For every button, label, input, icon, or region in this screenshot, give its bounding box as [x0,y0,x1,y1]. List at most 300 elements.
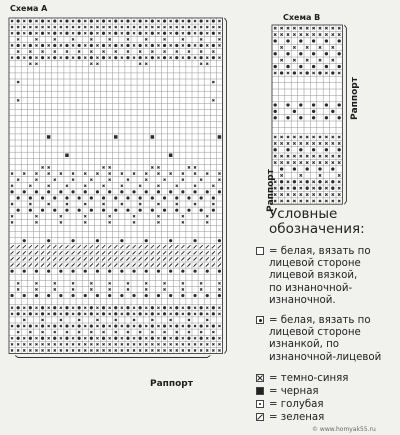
scheme-a-grid [9,18,223,354]
purl-stitch [163,56,166,59]
legend-item [256,399,398,412]
purl-stitch [139,306,142,309]
purl-stitch [53,324,56,327]
purl-stitch [108,190,111,193]
purl-stitch [71,239,74,242]
purl-stitch [318,167,321,170]
dot-square-icon [256,316,264,324]
purl-stitch [102,337,105,340]
purl-stitch [114,209,117,212]
purl-stitch [114,337,117,340]
purl-stitch [114,56,117,59]
purl-stitch [286,65,289,68]
purl-stitch [59,294,62,297]
purl-stitch [29,324,32,327]
purl-stitch [175,209,178,212]
purl-stitch [17,19,20,22]
purl-stitch [102,209,105,212]
purl-stitch [306,167,309,170]
purl-stitch [17,337,20,340]
purl-stitch [78,337,81,340]
purl-stitch [338,116,341,119]
purl-stitch [325,39,328,42]
legend-text: изнаночной-лицевой [269,351,382,363]
purl-stitch [175,32,178,35]
purl-stitch [280,71,283,74]
purl-stitch [139,19,142,22]
purl-stitch [218,294,221,297]
rapport-bracket-b-vertical [344,25,346,204]
rapport-bracket-a-horizontal [15,356,210,358]
purl-stitch [132,190,135,193]
purl-stitch [175,56,178,59]
purl-stitch [29,337,32,340]
purl-stitch [338,39,341,42]
purl-stitch [126,56,129,59]
purl-stitch [163,209,166,212]
purl-stitch [41,312,44,315]
purl-stitch [299,116,302,119]
purl-stitch [114,312,117,315]
purl-stitch [299,103,302,106]
purl-stitch [200,32,203,35]
legend-heading [269,207,365,237]
purl-stitch [145,270,148,273]
purl-stitch [47,239,50,242]
purl-stitch [193,239,196,242]
rapport-label-a-vertical: Раппорт [266,169,276,212]
purl-stitch [41,196,44,199]
purl-stitch [65,19,68,22]
purl-stitch [338,148,341,151]
purl-stitch [17,56,20,59]
purl-stitch [102,306,105,309]
purl-stitch [90,32,93,35]
purl-stitch [65,337,68,340]
purl-stitch [114,19,117,22]
purl-stitch [212,337,215,340]
legend-text: = белая, вязать по [269,315,371,326]
purl-stitch [312,110,315,113]
purl-stitch [325,65,328,68]
scheme-a-title: Схема А [10,4,48,13]
purl-stitch [293,71,296,74]
purl-stitch [299,65,302,68]
purl-stitch [212,324,215,327]
purl-stitch [338,52,341,55]
purl-stitch [187,324,190,327]
purl-stitch [331,167,334,170]
purl-stitch [78,196,81,199]
purl-stitch [169,239,172,242]
purl-stitch [325,103,328,106]
purl-stitch [90,56,93,59]
purl-stitch [139,44,142,47]
purl-stitch [163,196,166,199]
purl-stitch [312,116,315,119]
purl-stitch [331,187,334,190]
purl-stitch [90,306,93,309]
purl-stitch [151,19,154,22]
purl-stitch [151,196,154,199]
purl-stitch [35,190,38,193]
purl-stitch [200,337,203,340]
purl-stitch [120,270,123,273]
purl-stitch [71,270,74,273]
purl-stitch [47,270,50,273]
purl-stitch [90,19,93,22]
purl-stitch [132,294,135,297]
watermark: © www.homyak55.ru [312,426,376,433]
legend-item [256,386,398,399]
purl-stitch [29,306,32,309]
purl-stitch [145,239,148,242]
filled-square-icon [256,387,264,395]
purl-stitch [90,324,93,327]
purl-stitch [23,239,26,242]
purl-stitch [212,32,215,35]
purl-stitch [169,294,172,297]
purl-stitch [145,294,148,297]
purl-stitch [212,306,215,309]
purl-stitch [102,19,105,22]
purl-stitch [212,196,215,199]
purl-stitch [312,103,315,106]
purl-stitch [200,56,203,59]
purl-stitch [274,110,277,113]
purl-stitch [53,209,56,212]
purl-stitch [139,324,142,327]
purl-stitch [325,116,328,119]
purl-stitch [53,337,56,340]
legend-text: = темно-синяя [269,373,349,384]
purl-stitch [102,44,105,47]
purl-stitch [163,44,166,47]
purl-stitch [151,32,154,35]
purl-stitch [53,44,56,47]
purl-stitch [181,190,184,193]
legend-text: = черная [269,386,319,397]
purl-stitch [293,180,296,183]
purl-stitch [65,312,68,315]
purl-stitch [286,39,289,42]
purl-stitch [65,56,68,59]
purl-stitch [187,312,190,315]
purl-stitch [169,270,172,273]
rapport-bracket-a-vertical [225,18,227,354]
purl-stitch [312,39,315,42]
purl-stitch [206,270,209,273]
purl-stitch [41,19,44,22]
purl-stitch [200,209,203,212]
purl-stitch [78,306,81,309]
purl-stitch [96,190,99,193]
purl-stitch [65,209,68,212]
purl-stitch [187,209,190,212]
purl-stitch [299,39,302,42]
purl-stitch [331,110,334,113]
purl-stitch [120,190,123,193]
purl-stitch [331,180,334,183]
purl-stitch [120,239,123,242]
purl-stitch [181,294,184,297]
purl-stitch [114,32,117,35]
purl-stitch [78,312,81,315]
purl-stitch [126,312,129,315]
purl-stitch [312,65,315,68]
purl-stitch [145,190,148,193]
legend-text: лицевой вязкой, [269,270,358,282]
purl-stitch [274,148,277,151]
purl-stitch [96,239,99,242]
empty-square-icon [256,247,264,255]
purl-stitch [126,209,129,212]
purl-stitch [78,32,81,35]
black-stitch [151,135,155,139]
purl-stitch [200,44,203,47]
purl-stitch [187,196,190,199]
purl-stitch [90,337,93,340]
purl-stitch [163,312,166,315]
purl-stitch [78,44,81,47]
purl-stitch [71,190,74,193]
purl-stitch [175,324,178,327]
purl-stitch [84,270,87,273]
purl-stitch [157,270,160,273]
purl-stitch [206,294,209,297]
legend-heading-line-1: Условные [269,206,338,222]
black-stitch [47,135,51,139]
purl-stitch [151,209,154,212]
purl-stitch [114,324,117,327]
purl-stitch [102,56,105,59]
purl-stitch [151,56,154,59]
scheme-b-title: Схема В [283,13,321,22]
purl-stitch [65,196,68,199]
purl-stitch [132,270,135,273]
purl-stitch [163,324,166,327]
purl-stitch [78,324,81,327]
purl-stitch [108,270,111,273]
purl-stitch [212,209,215,212]
purl-stitch [96,270,99,273]
purl-stitch [35,270,38,273]
purl-stitch [293,167,296,170]
purl-stitch [90,196,93,199]
purl-stitch [163,32,166,35]
purl-stitch [126,324,129,327]
purl-stitch [41,306,44,309]
purl-stitch [78,56,81,59]
purl-stitch [139,196,142,199]
purl-stitch [29,44,32,47]
purl-stitch [84,294,87,297]
purl-stitch [218,190,221,193]
purl-stitch [274,52,277,55]
purl-stitch [299,52,302,55]
purl-stitch [151,312,154,315]
purl-stitch [169,190,172,193]
purl-stitch [90,209,93,212]
purl-stitch [306,71,309,74]
purl-stitch [163,19,166,22]
small-dot-square-icon [256,400,264,408]
purl-stitch [10,190,13,193]
purl-stitch [325,148,328,151]
legend [256,246,398,425]
rapport-label-b-vertical: Раппорт [350,77,360,120]
purl-stitch [331,71,334,74]
purl-stitch [10,294,13,297]
purl-stitch [175,337,178,340]
purl-stitch [65,32,68,35]
purl-stitch [157,190,160,193]
purl-stitch [306,180,309,183]
purl-stitch [200,196,203,199]
purl-stitch [181,270,184,273]
purl-stitch [218,270,221,273]
purl-stitch [65,44,68,47]
purl-stitch [200,19,203,22]
purl-stitch [47,190,50,193]
purl-stitch [126,32,129,35]
purl-stitch [59,190,62,193]
purl-stitch [102,32,105,35]
purl-stitch [17,32,20,35]
purl-stitch [193,294,196,297]
slash-square-icon [256,413,264,421]
purl-stitch [200,306,203,309]
purl-stitch [187,32,190,35]
purl-stitch [126,19,129,22]
purl-stitch [338,65,341,68]
purl-stitch [102,312,105,315]
purl-stitch [139,337,142,340]
purl-stitch [41,337,44,340]
legend-item [256,246,398,309]
purl-stitch [139,209,142,212]
purl-stitch [114,44,117,47]
purl-stitch [59,270,62,273]
legend-item [256,412,398,425]
purl-stitch [65,324,68,327]
purl-stitch [71,294,74,297]
purl-stitch [139,32,142,35]
purl-stitch [212,312,215,315]
purl-stitch [151,306,154,309]
black-stitch [114,135,118,139]
purl-stitch [312,52,315,55]
purl-stitch [120,294,123,297]
purl-stitch [274,39,277,42]
purl-stitch [187,56,190,59]
legend-heading-line-2: обозначения: [269,221,365,237]
purl-stitch [318,187,321,190]
purl-stitch [29,19,32,22]
black-stitch [218,135,222,139]
purl-stitch [318,180,321,183]
legend-text: изнаночной. [269,294,336,306]
purl-stitch [293,110,296,113]
purl-stitch [114,196,117,199]
legend-text: = голубая [269,399,324,410]
purl-stitch [53,196,56,199]
purl-stitch [53,56,56,59]
purl-stitch [157,294,160,297]
purl-stitch [17,196,20,199]
purl-stitch [23,270,26,273]
purl-stitch [126,44,129,47]
purl-stitch [29,209,32,212]
purl-stitch [35,294,38,297]
purl-stitch [187,44,190,47]
purl-stitch [187,19,190,22]
legend-text: изнанкой, по [269,339,339,351]
purl-stitch [23,294,26,297]
purl-stitch [175,306,178,309]
purl-stitch [175,19,178,22]
scheme-b-grid [272,25,342,204]
purl-stitch [280,167,283,170]
purl-stitch [151,44,154,47]
purl-stitch [17,44,20,47]
legend-text: лицевой стороне [269,327,361,339]
cross-square-icon [256,374,264,382]
purl-stitch [274,103,277,106]
purl-stitch [312,148,315,151]
purl-stitch [325,52,328,55]
purl-stitch [187,306,190,309]
purl-stitch [41,209,44,212]
purl-stitch [175,312,178,315]
purl-stitch [90,312,93,315]
legend-text: = зеленая [269,412,325,423]
legend-text: = белая, вязать по [269,246,371,257]
purl-stitch [10,270,13,273]
purl-stitch [306,187,309,190]
purl-stitch [17,306,20,309]
purl-stitch [280,187,283,190]
purl-stitch [193,190,196,193]
purl-stitch [175,44,178,47]
purl-stitch [139,312,142,315]
purl-stitch [293,187,296,190]
purl-stitch [17,312,20,315]
purl-stitch [17,209,20,212]
purl-stitch [187,337,190,340]
purl-stitch [78,19,81,22]
purl-stitch [163,337,166,340]
purl-stitch [102,196,105,199]
purl-stitch [53,32,56,35]
purl-stitch [212,56,215,59]
purl-stitch [65,306,68,309]
black-stitch [65,154,69,158]
purl-stitch [299,148,302,151]
purl-stitch [274,116,277,119]
purl-stitch [286,52,289,55]
purl-stitch [41,56,44,59]
purl-stitch [108,294,111,297]
purl-stitch [318,71,321,74]
black-stitch [169,154,173,158]
legend-item [256,373,398,386]
legend-text: по изнаночной- [269,282,353,294]
purl-stitch [29,312,32,315]
purl-stitch [175,196,178,199]
purl-stitch [126,196,129,199]
purl-stitch [218,239,221,242]
